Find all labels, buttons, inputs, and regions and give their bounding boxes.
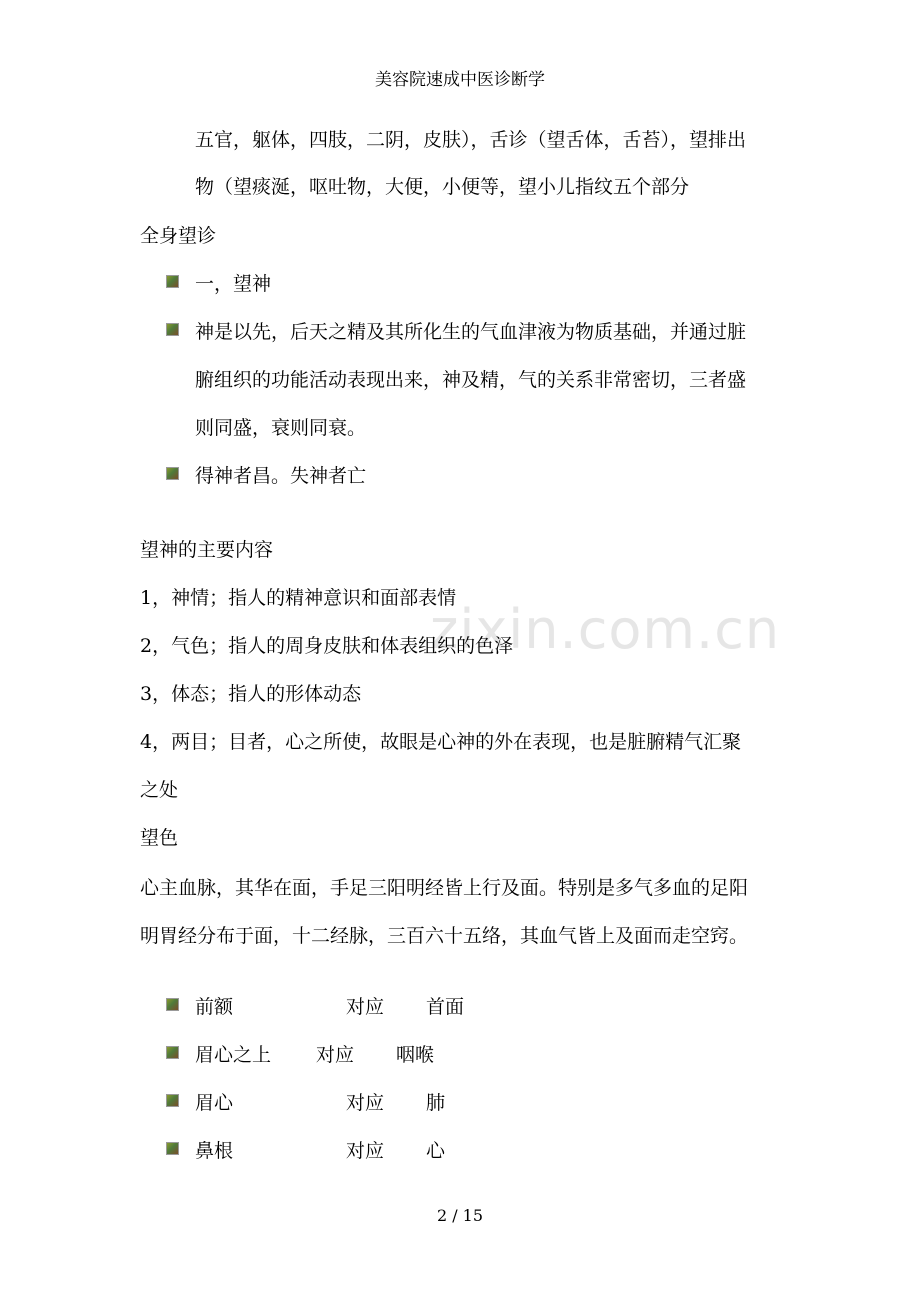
map-row-relation: 对应 (346, 1092, 385, 1114)
content-item-4-line-2: 之处 (140, 779, 179, 801)
map-row-part: 前额 (195, 996, 234, 1018)
content-item-2: 2，气色；指人的周身皮肤和体表组织的色泽 (140, 635, 514, 657)
content-item-1: 1，神情；指人的精神意识和面部表情 (140, 587, 457, 609)
bullet-square-icon (166, 323, 179, 336)
bullet-shen-definition-line-3: 则同盛，衰则同衰。 (195, 417, 367, 439)
page-number: 2 / 15 (436, 1206, 484, 1225)
bullet-square-icon (166, 998, 179, 1011)
intro-line-1: 五官，躯体，四肢，二阴，皮肤），舌诊（望舌体，舌苔），望排出 (195, 129, 747, 151)
map-row-relation: 对应 (346, 1140, 385, 1162)
map-row-target: 首面 (426, 996, 465, 1018)
map-row-target: 咽喉 (396, 1044, 435, 1066)
color-paragraph-line-1: 心主血脉，其华在面，手足三阳明经皆上行及面。特别是多气多血的足阳 (140, 877, 749, 899)
bullet-deshen: 得神者昌。失神者亡 (195, 465, 367, 487)
map-row-part: 鼻根 (195, 1140, 234, 1162)
section-heading-color: 望色 (140, 827, 179, 849)
section-heading-content: 望神的主要内容 (140, 539, 274, 561)
map-row-target: 肺 (426, 1092, 446, 1114)
content-item-3: 3，体态；指人的形体动态 (140, 683, 362, 705)
bullet-wangshen: 一，望神 (195, 273, 272, 295)
page-header: 美容院速成中医诊断学 (375, 70, 545, 90)
section-heading-quanshen: 全身望诊 (140, 225, 217, 247)
bullet-square-icon (166, 1142, 179, 1155)
watermark: zixin.com.cn (430, 598, 781, 661)
map-row-part: 眉心之上 (195, 1044, 272, 1066)
bullet-shen-definition-line-1: 神是以先，后天之精及其所化生的气血津液为物质基础，并通过脏 (195, 321, 747, 343)
map-row-target: 心 (426, 1140, 446, 1162)
content-item-4-line-1: 4，两目；目者，心之所使，故眼是心神的外在表现，也是脏腑精气汇聚 (140, 731, 742, 753)
bullet-square-icon (166, 275, 179, 288)
bullet-square-icon (166, 467, 179, 480)
map-row-relation: 对应 (346, 996, 385, 1018)
color-paragraph-line-2: 明胃经分布于面，十二经脉，三百六十五络，其血气皆上及面而走空窍。 (140, 925, 749, 947)
map-row-part: 眉心 (195, 1092, 234, 1114)
map-row-relation: 对应 (316, 1044, 355, 1066)
bullet-square-icon (166, 1046, 179, 1059)
intro-line-2: 物（望痰涎，呕吐物，大便，小便等，望小儿指纹五个部分 (195, 176, 690, 198)
bullet-square-icon (166, 1094, 179, 1107)
bullet-shen-definition-line-2: 腑组织的功能活动表现出来，神及精，气的关系非常密切，三者盛 (195, 369, 747, 391)
